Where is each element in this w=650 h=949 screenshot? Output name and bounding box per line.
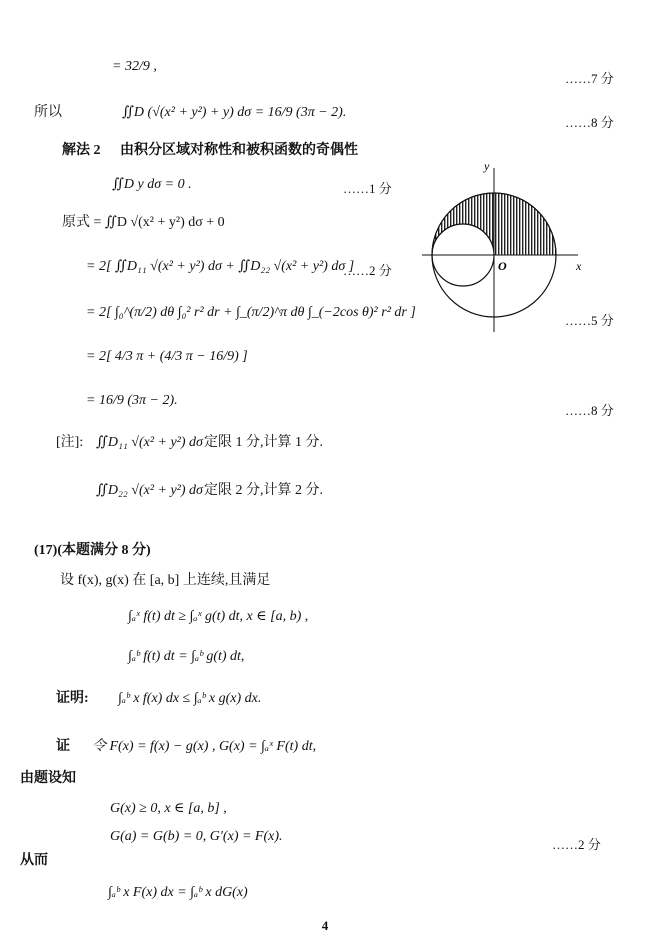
problem17-header: (17)(本题满分 8 分) [34, 543, 151, 558]
note-label: [注]: [56, 435, 84, 450]
method2-title: 解法 2 [62, 143, 101, 158]
prove-label: 证明: [56, 691, 89, 706]
note-line1-expr: ∬D₁₁ √(x² + y²) dσ [96, 435, 203, 450]
method2-eq5: = 16/9 (3π − 2). [86, 393, 178, 408]
proof-def: 令 F(x) = f(x) − g(x) , G(x) = ∫ₐˣ F(t) dt, [92, 739, 317, 754]
method2-yuanshi: 原式 = ∬D √(x² + y²) dσ + 0 [62, 215, 225, 230]
problem17-cond2: ∫ₐᵇ f(t) dt = ∫ₐᵇ g(t) dt, [128, 649, 245, 664]
score-2b: ……2 分 [552, 837, 601, 852]
note-line2-expr: ∬D₂₂ √(x² + y²) dσ [96, 483, 203, 498]
from-given: 由题设知 [20, 771, 76, 786]
page-number: 4 [321, 918, 329, 933]
method2-text: 由积分区域对称性和被积函数的奇偶性 [120, 143, 358, 158]
note-line2-text: 定限 2 分,计算 2 分. [204, 483, 323, 498]
eq-32-9: = 32/9 , [112, 59, 157, 74]
score-2: ……2 分 [343, 263, 392, 278]
prove-expr: ∫ₐᵇ x f(x) dx ≤ ∫ₐᵇ x g(x) dx. [118, 691, 262, 706]
congar: 从而 [20, 853, 48, 868]
x-axis-label: x [576, 259, 582, 273]
problem17-cond1: ∫ₐˣ f(t) dt ≥ ∫ₐˣ g(t) dt, x ∈ [a, b) , [128, 609, 309, 624]
integration-region-figure [420, 160, 600, 340]
proof-label: 证 [56, 739, 70, 754]
origin-label: O [498, 259, 507, 273]
score-1: ……1 分 [343, 181, 392, 196]
method2-eq2: = 2[ ∬D₁₁ √(x² + y²) dσ + ∬D₂₂ √(x² + y²) dσ ] [86, 259, 355, 274]
score-5: ……5 分 [565, 313, 614, 328]
problem17-given: 设 f(x), g(x) 在 [a, b] 上连续,且满足 [60, 573, 271, 588]
suoyi-label: 所以 [34, 105, 62, 120]
score-7: ……7 分 [565, 71, 614, 86]
g2: G(a) = G(b) = 0, G′(x) = F(x). [110, 829, 283, 844]
score-8a: ……8 分 [565, 115, 614, 130]
method2-eq1: ∬D y dσ = 0 . [112, 177, 192, 192]
last-eq: ∫ₐᵇ x F(x) dx = ∫ₐᵇ x dG(x) [108, 885, 248, 900]
g1: G(x) ≥ 0, x ∈ [a, b] , [110, 801, 227, 816]
score-8b: ……8 分 [565, 403, 614, 418]
method2-eq4: = 2[ 4/3 π + (4/3 π − 16/9) ] [86, 349, 248, 364]
method2-eq3: = 2[ ∫₀^(π/2) dθ ∫₀² r² dr + ∫_(π/2)^π dθ ∫_(−2cos θ)² r² dr ] [86, 305, 416, 320]
note-line1-text: 定限 1 分,计算 1 分. [204, 435, 323, 450]
suoyi-expr: ∬D (√(x² + y²) + y) dσ = 16/9 (3π − 2). [122, 105, 347, 120]
y-axis-label: y [484, 160, 490, 173]
